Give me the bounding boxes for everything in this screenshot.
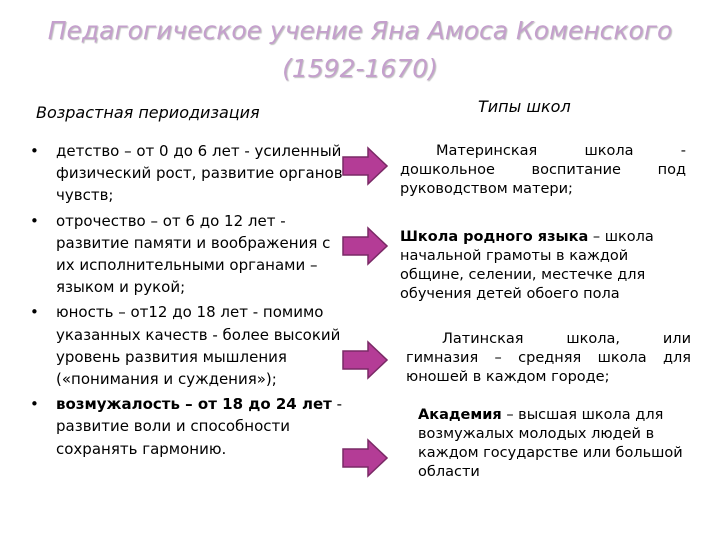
school-name: Академия (418, 407, 502, 423)
age-description: - развитие памяти и воображения с их исполнительными органами – языком и рукой; (56, 211, 331, 297)
age-item-childhood (30, 140, 350, 207)
age-description: - усиленный физический рост, развитие органов чувств; (56, 142, 343, 205)
page-title (20, 12, 700, 88)
school-name: Школа родного языка (400, 229, 589, 245)
age-name: детство – от 0 до 6 лет (56, 142, 240, 160)
age-name: возмужалость – от 18 до 24 лет (56, 395, 332, 414)
school-line: гимназия – средняя школа для (406, 350, 691, 366)
school-native-language (400, 228, 686, 304)
school-maternal (400, 142, 686, 199)
school-description: – высшая школа для возмужалых молодых людей в каждом государстве или большой области (418, 407, 683, 480)
school-description: – школа начальной грамоты в каждой общине, селении, местечке для обучения детей обоего пола (400, 229, 654, 302)
school-latin (406, 330, 691, 387)
bullet-icon: • (30, 211, 39, 230)
school-line: руководством матери; (400, 181, 573, 197)
age-name: юность – от12 до 18 лет (56, 303, 248, 322)
arrow-right-icon (342, 340, 388, 380)
title-line-2: (1592-1670) (282, 54, 438, 83)
school-line: Латинская школа, или (442, 331, 691, 347)
school-line: юношей в каждом городе; (406, 369, 610, 385)
school-academy (418, 406, 704, 482)
school-line: дошкольное воспитание под (400, 162, 686, 178)
age-periodization-list (30, 140, 350, 463)
bullet-icon: • (30, 395, 39, 414)
age-item-maturity (30, 393, 350, 460)
age-description: - помимо указанных качеств - более высокий уровень развития мышления («понимания и суждения»); (56, 303, 341, 389)
school-line: Материнская школа - (436, 143, 686, 159)
title-line-1: Педагогическое учение Яна Амоса Коменского (47, 16, 673, 45)
bullet-icon: • (30, 142, 39, 160)
bullet-icon: • (30, 303, 39, 322)
school-types-heading: Типы школ (478, 97, 571, 116)
age-name: отрочество – от 6 до 12 лет (56, 211, 276, 230)
arrow-right-icon (342, 438, 388, 478)
age-periodization-heading: Возрастная периодизация (36, 103, 260, 122)
arrow-right-icon (342, 226, 388, 266)
age-item-youth (30, 301, 350, 390)
age-description: - развитие воли и способности сохранять гармонию. (56, 395, 343, 458)
arrow-right-icon (342, 146, 388, 186)
age-item-adolescence (30, 210, 350, 299)
